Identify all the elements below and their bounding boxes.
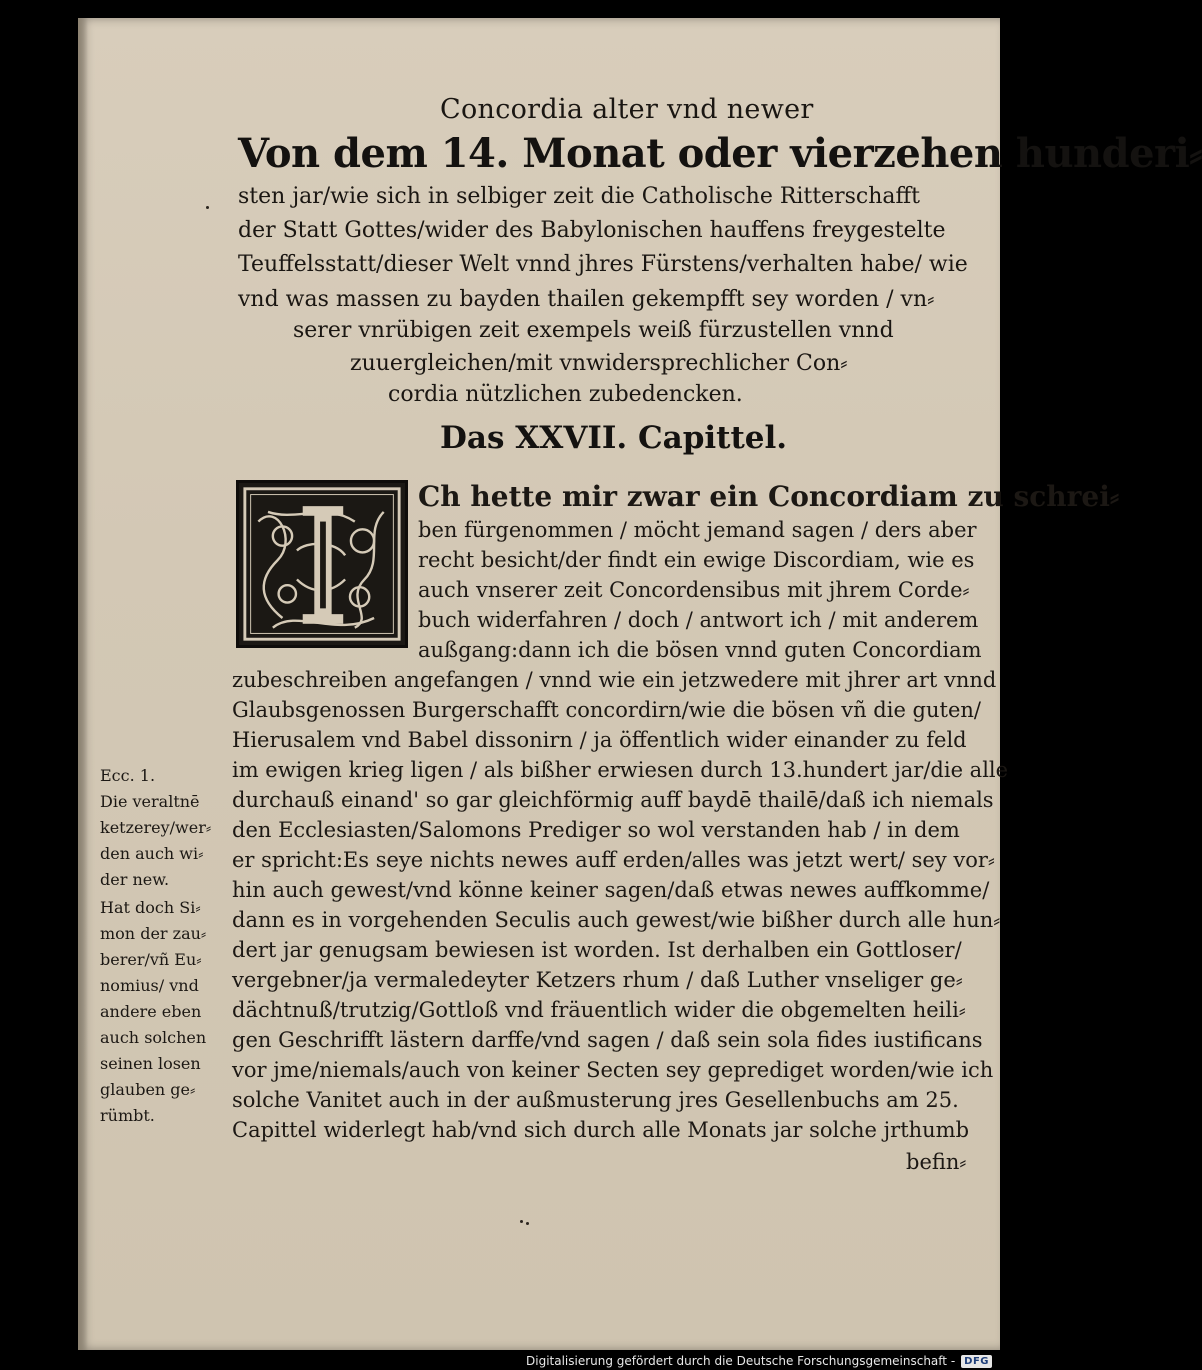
- margin-note: seinen losen: [100, 1054, 201, 1073]
- heading-line: cordia nützlichen zubedencken.: [388, 382, 743, 407]
- margin-note: rümbt.: [100, 1106, 155, 1125]
- body-line-first: Ch hette mir zwar ein Concordiam zu schrei⸗: [418, 480, 1120, 513]
- body-line: vor jme/niemals/auch von keiner Secten sey geprediget worden/wie ich: [232, 1058, 994, 1082]
- body-line: ben fürgenommen / möcht jemand sagen / ders aber: [418, 518, 977, 542]
- margin-note: Die veraltnē: [100, 792, 200, 811]
- body-line: recht besicht/der findt ein ewige Discordiam, wie es: [418, 548, 975, 572]
- catchword: befin⸗: [906, 1150, 967, 1174]
- book-page: [78, 18, 1202, 1350]
- heading-line: sten jar/wie sich in selbiger zeit die Catholische Ritterschafft: [238, 184, 921, 209]
- margin-note: mon der zau⸗: [100, 924, 207, 943]
- body-line: solche Vanitet auch in der außmusterung jres Gesellenbuchs am 25.: [232, 1088, 959, 1112]
- digitization-footer: [526, 1354, 992, 1368]
- footer-text: Digitalisierung gefördert durch die Deutsche Forschungsgemeinschaft -: [526, 1354, 956, 1368]
- margin-note: den auch wi⸗: [100, 844, 204, 863]
- dfg-logo-icon: DFG: [961, 1355, 992, 1368]
- margin-note: ketzerey/wer⸗: [100, 818, 212, 837]
- margin-note: nomius/ vnd: [100, 976, 199, 995]
- ink-speck: [206, 206, 209, 209]
- body-line: hin auch gewest/vnd könne keiner sagen/daß etwas newes auffkomme/: [232, 878, 990, 902]
- margin-note: Hat doch Si⸗: [100, 898, 201, 917]
- heading-line: zuuergleichen/mit vnwidersprechlicher Con⸗: [350, 351, 848, 376]
- heading-line: der Statt Gottes/wider des Babylonischen hauffens freygestelte: [238, 218, 946, 243]
- margin-note: auch solchen: [100, 1028, 207, 1047]
- margin-note: der new.: [100, 870, 170, 889]
- body-line: buch widerfahren / doch / antwort ich / mit anderem: [418, 608, 979, 632]
- body-line: auch vnserer zeit Concordensibus mit jhrem Corde⸗: [418, 578, 970, 602]
- body-line: durchauß einand' so gar gleichförmig auff baydē thailē/daß ich niemals: [232, 788, 994, 812]
- heading-line: Teuffelsstatt/dieser Welt vnnd jhres Fürstens/verhalten habe/ wie: [238, 252, 968, 277]
- body-line: Capittel widerlegt hab/vnd sich durch alle Monats jar solche jrthumb: [232, 1118, 970, 1142]
- ink-speck: [526, 1222, 529, 1225]
- margin-note: andere eben: [100, 1002, 202, 1021]
- page-gutter-shadow: [78, 18, 88, 1350]
- body-line: Glaubsgenossen Burgerschafft concordirn/wie die bösen vñ die guten/: [232, 698, 981, 722]
- body-line: den Ecclesiasten/Salomons Prediger so wol verstanden hab / in dem: [232, 818, 960, 842]
- body-line: dann es in vorgehenden Seculis auch gewest/wie bißher durch alle hun⸗: [232, 908, 1001, 932]
- heading-first-line: Von dem 14. Monat oder vierzehen hunderi⸗: [238, 130, 1202, 177]
- decorated-initial-I-icon: [236, 480, 408, 648]
- body-line: er spricht:Es seye nichts newes auff erden/alles was jetzt wert/ sey vor⸗: [232, 848, 995, 872]
- body-line: vergebner/ja vermaledeyter Ketzers rhum / daß Luther vnseliger ge⸗: [232, 968, 963, 992]
- margin-note: berer/vñ Eu⸗: [100, 950, 202, 969]
- body-line: im ewigen krieg ligen / als bißher erwiesen durch 13.hundert jar/die alle: [232, 758, 1009, 782]
- body-line: außgang:dann ich die bösen vnnd guten Concordiam: [418, 638, 982, 662]
- chapter-title: Das XXVII. Capittel.: [440, 420, 788, 456]
- body-line: zubeschreiben angefangen / vnnd wie ein jetzwedere mit jhrer art vnnd: [232, 668, 997, 692]
- body-line: gen Geschrifft lästern darffe/vnd sagen / daß sein sola fides iustificans: [232, 1028, 983, 1052]
- ink-speck: [520, 1220, 523, 1223]
- body-line: Hierusalem vnd Babel dissonirn / ja öffentlich wider einander zu feld: [232, 728, 967, 752]
- margin-note: Ecc. 1.: [100, 766, 156, 785]
- heading-line: serer vnrübigen zeit exempels weiß fürzustellen vnnd: [293, 318, 894, 343]
- running-head: Concordia alter vnd newer: [440, 94, 814, 125]
- body-line: dert jar genugsam bewiesen ist worden. Ist derhalben ein Gottloser/: [232, 938, 962, 962]
- body-line: dächtnuß/trutzig/Gottloß vnd fräuentlich wider die obgemelten heili⸗: [232, 998, 966, 1022]
- margin-note: glauben ge⸗: [100, 1080, 196, 1099]
- heading-line: vnd was massen zu bayden thailen gekempfft sey worden / vn⸗: [238, 287, 935, 312]
